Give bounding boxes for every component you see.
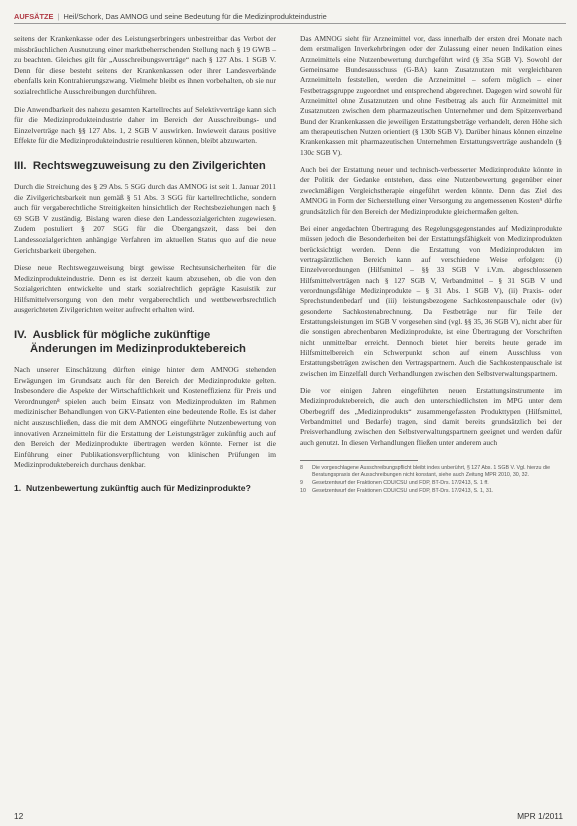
heading-title: Nutzenbewertung zukünftig auch für Medizinprodukte? <box>25 483 251 493</box>
section-heading-iv <box>14 328 276 356</box>
footnote-rule <box>300 460 418 461</box>
paragraph: Das AMNOG sieht für Arzneimittel vor, dass innerhalb der ersten drei Monate nach dem erstmaligen Inverkehrbringen oder der Zulassung einer neuen Indikation eines Arzneimittels eine Nutzenbewertung durchgeführt wird (§ 35a SGB V). Sowohl der Gemeinsame Bundesausschuss (G-BA) kann Zusatznutzen mit vergleichbaren Arzneimitteln feststellen, werden die Arzneimittel – sofern möglich – einer Festbetragsgruppe zugeordnet und entsprechend abgerechnet. Dagegen wird sowohl für Arzneimittel ohne Zusatznutzen und ohne Festbetrag als auch für Arzneimittel mit Zusatznutzen zwischen dem pharmazeutischen Unternehmer und dem Spitzenverband Bund der Krankenkassen die jeweiligen Erstattungsbeträge verhandelt, deren Höhe sich am therapeutischen Nutzen orientiert (§ 130b SGB V). Darüber hinaus können einzelne Krankenkassen mit pharmazeutischen Unternehmen Erstattungsverträge aushandeln (§ 130c SGB V). <box>300 34 562 157</box>
subsection-heading-1 <box>14 483 276 494</box>
journal-issue: MPR 1/2011 <box>517 811 563 821</box>
section-heading-iii <box>14 159 276 173</box>
heading-number: 1. <box>14 483 22 493</box>
paragraph: Durch die Streichung des § 29 Abs. 5 SGG durch das AMNOG ist seit 1. Januar 2011 die Zivilgerichtsbarkeit nun gemäß § 51 Abs. 3 SGG für kartellrechtliche, sondern auch für vergaberechtliche Streitigkeiten hinsichtlich der Rechtsbeziehungen nach § 69 SGB V zuständig. Bislang waren diese den Landessozialgerichten zugewiesen. Zudem postuliert § 207 SGG für die Übergangszeit, dass bei den Landessozialgerichten anhängige Verfahren im aktuellen Status quo auf die neue Gerichtsbarkeit übergehen. <box>14 181 276 255</box>
paragraph: Die vor einigen Jahren eingeführten neuen Erstattungsinstrumente im Medizinproduktebereich, die auch den unterschiedlichsten im MPG unter dem Oberbegriff des „Medizinprodukts“ zusammengefassten Produkttypen (Hilfsmittel, Verbandmittel und Bedarfe) tragen, sind damit bereits grundsätzlich bei der Preisverhandlung zwischen den Selbstverwaltungspartnern geeignet und werden dafür auch genutzt. In diesen Verhandlungen fließen unter anderem auch <box>300 386 562 447</box>
paragraph: Nach unserer Einschätzung dürften einige hinter dem AMNOG stehenden Erwägungen im Grundsatz auch für den Bereich der Medizinprodukte gelten. Insbesondere die Aspekte der Wirtschaftlichkeit und Kosteneffizienz für Preis und Verordnungen⁸ spielen auch beim Einsatz von Medizinprodukten im Rahmen medizinischer Behandlungen von GKV-Patienten eine bedeutende Rolle. Es ist daher nicht auszuschließen, dass die mit dem AMNOG eingeführte Nutzenbewertung von innovativen Arzneimitteln für die Erstattung der Leistungsträger zukünftig auch auf den Bereich der Medizinprodukte übertragen werden könnte. Ferner ist die Einführung einer Publikationsverpflichtung von klinischen Prüfungen im Medizinproduktebereich durchaus denkbar. <box>14 365 276 470</box>
footnote <box>300 488 562 495</box>
heading-number: IV. <box>14 329 27 342</box>
footnote-text: Die vorgeschlagene Ausschreibungspflicht bleibt indes unberührt, § 127 Abs. 1 SGB V. Vgl. hierzu die Beratungspraxis der Ausschreibungen nicht konstant, siehe auch Zeitung MPR 2010, 30, 32. <box>312 465 551 479</box>
right-column <box>300 34 562 496</box>
paragraph: Diese neue Rechtswegzuweisung birgt gewisse Rechtsunsicherheiten für die Medizinprodukteindustrie. Denn es ist derzeit kaum abzusehen, ob die von den Sozialgerichten entwickelte und stark sozialrechtlich geprägte Kasuistik zur Hilfsmittelversorgung von den mehr vergaberechtlich und wettbewerbsrechtlich ausgerichteten Zivilgerichten weiter aufrecht erhalten wird. <box>14 263 276 315</box>
paragraph: Die Anwendbarkeit des nahezu gesamten Kartellrechts auf Selektivverträge kann sich für die Medizinprodukteindustrie daher im Bereich der Ausschreibungs- und Einzelverträge nach §§ 127 Abs. 1, 2 SGB V auswirken. Inwieweit daraus positive Effekte für die Medizinprodukteindustrie resultieren können, bleibt abzuwarten. <box>14 104 276 146</box>
left-column <box>14 34 276 494</box>
footnote-text: Gesetzentwurf der Fraktionen CDU/CSU und FDP, BT-Drs. 17/2413, S. 1, 31. <box>312 488 494 495</box>
footnote-number: 9 <box>300 480 303 487</box>
paragraph: Bei einer angedachten Übertragung des Regelungsgegenstandes auf Medizinprodukte müssen jedoch die Besonderheiten bei der Erstattungsfähigkeit von Medizinprodukten berücksichtigt werden. Denn die Erstattung von Medizinprodukten im vertragsärztlichen Bereich kann auf verschiedene Weise erfolgen: (i) Einzelverordnungen (Hilfsmittel – §§ 33 SGB V i.V.m. abgeschlossenen Hilfsmittelverträgen nach § 127 SGB V, Verbandmittel – § 31 SGB V und verordnungsfähige Medizinprodukte – § 31 Abs. 1 SGB V), (ii) Praxis- oder Sprechstundenbedarf und (iii) leistungsbezogene Sachkostenpauschale oder (iv) gesonderte Sachkostenabrechnung. Da Festbeträge nur für Teile der Erstattungsleistungen im SGB V vorgesehen sind (vgl. §§ 35, 36 SGB V), nicht aber für die sonstigen abrechenbaren Medizinprodukte, ist eine Übertragung der Vorschriften nicht unmittelbar erreicht. Dennoch bietet hier bereits heute gerade im Hilfsmittelbereich ein Schwerpunkt schon auf einem Ausschluss von Erstattungsbeträgen zwischen den Vertragspartnern. Auch die Sachkostenpauschale ist zwischen im Einzelfall durch Verhandlungen zwischen den Selbstverwaltungspartnern. <box>300 223 562 378</box>
section-label: AUFSÄTZE <box>14 12 54 21</box>
heading-number: III. <box>14 159 27 172</box>
header-separator: | <box>57 12 60 21</box>
heading-title: Rechtswegzuweisung zu den Zivilgerichten <box>32 159 266 172</box>
footnote-number: 10 <box>300 488 306 495</box>
paragraph: Auch bei der Erstattung neuer und technisch-verbesserter Medizinprodukte könnte in der Politik der Gedanke entstehen, dass eine Nutzenbewertung gegenüber einer zweckmäßigen Vergleichstherapie eingeführt werden könnte. Denn das Ziel des AMNOG in Form der Sicherstellung einer Versorgung zu angemessenen Kosten⁹ dürfte grundsätzlich für den Bereich der Medizinprodukte gleichermaßen gelten. <box>300 165 562 216</box>
footnote <box>300 465 562 479</box>
footnote <box>300 480 562 487</box>
header-rule <box>14 23 566 24</box>
page-number: 12 <box>14 811 24 821</box>
footnote-text: Gesetzentwurf der Fraktionen CDU/CSU und FDP, BT-Drs. 17/2413, S. 1 ff. <box>312 480 489 487</box>
running-header <box>14 12 327 21</box>
heading-title: Ausblick für mögliche zukünftige Änderungen im Medizinproduktebereich <box>30 329 246 356</box>
paragraph: seitens der Krankenkasse oder des Leistungserbringers unbestreitbar das Verbot der missbräuchlichen Ausnutzung einer marktbeherrschenden Stellung nach § 19 GWB – zu beachten. Gleiches gilt für „Ausschreibungsverträge“ nach § 127 Abs. 1 SGB V. Denn für diese besteht seitens der Krankenkassen oder ihrer Landesverbände ebenfalls kein Kontrahierungszwang. Vielmehr bleibt es ihnen vorbehalten, ob sie nur sozialrechtliche Ausschreibungen durchführen. <box>14 34 276 96</box>
running-title: Heil/Schork, Das AMNOG und seine Bedeutung für die Medizinprodukteindustrie <box>63 12 327 21</box>
footnote-number: 8 <box>300 465 303 472</box>
